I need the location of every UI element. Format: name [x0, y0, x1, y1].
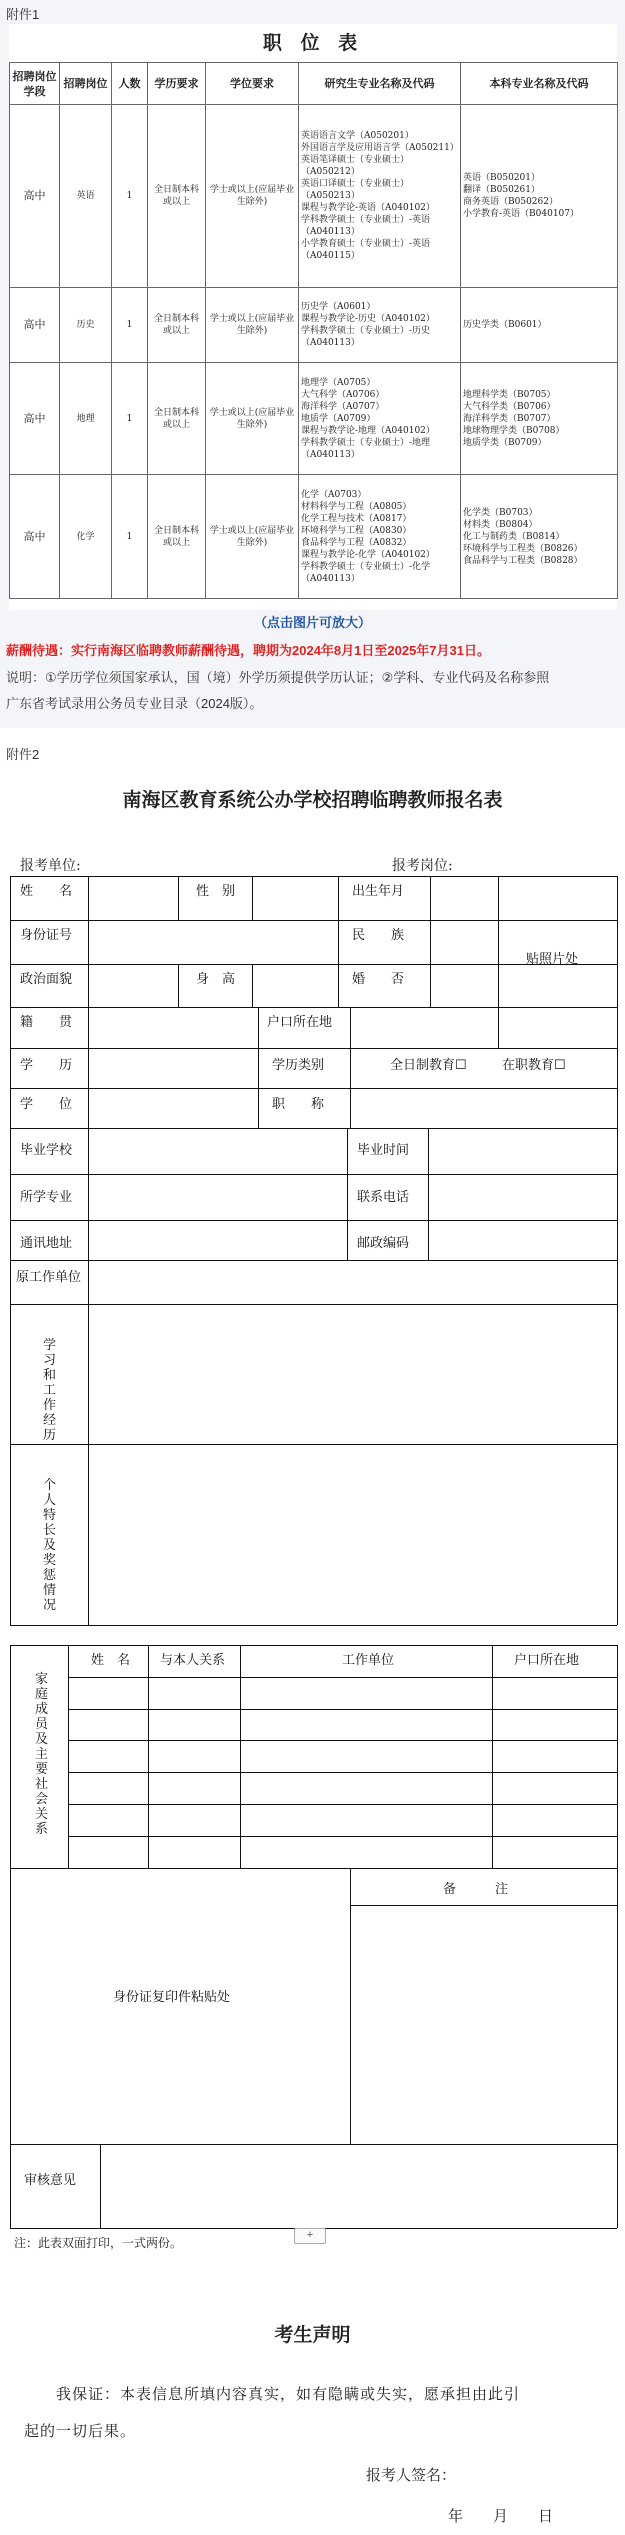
label-address: 通讯地址: [20, 1236, 73, 1251]
header-degree: 学位要求: [206, 63, 299, 105]
major-item: 学科教学硕士（专业硕士）-地理（A040113）: [301, 437, 431, 460]
cell-edu: 全日制本科或以上: [148, 288, 206, 363]
job-row: [10, 363, 618, 475]
label-title: 职 称: [272, 1097, 325, 1112]
note-line-2: 广东省考试录用公务员专业目录（2024版）。: [6, 696, 263, 711]
form-hline: [10, 1645, 617, 1646]
cell-post: 历史: [60, 288, 112, 363]
cell-under-majors: [461, 475, 618, 599]
form-vline: [88, 876, 89, 1625]
form-hline: [10, 876, 617, 877]
job-table-image[interactable]: [9, 24, 617, 610]
major-item: 食品科学与工程（A0832）: [301, 537, 412, 548]
form-hline: [68, 1772, 617, 1773]
form-vline: [148, 1645, 149, 1868]
form-hline: [10, 1174, 617, 1175]
family-header-hukou: 户口所在地: [514, 1653, 580, 1668]
label-phone: 联系电话: [357, 1190, 410, 1205]
declaration-date: 年 月 日: [448, 2507, 554, 2525]
major-item: 课程与教学论-历史（A040102）: [301, 314, 435, 324]
form-vline: [617, 876, 618, 1625]
label-politics: 政治面貌: [20, 972, 73, 987]
form-vline: [10, 876, 11, 1625]
major-item: 大气科学类（B0706）: [463, 401, 556, 412]
cell-grad-majors: [299, 105, 461, 288]
cell-stage: 高中: [10, 105, 60, 288]
major-item: 翻译（B050261）: [463, 185, 540, 195]
form-vline: [350, 1007, 351, 1048]
label-native: 籍 贯: [20, 1015, 73, 1030]
form-vline: [252, 964, 253, 1007]
major-item: 历史学（A0601）: [301, 302, 376, 312]
form-vline: [252, 876, 253, 920]
form-hline: [10, 1220, 617, 1221]
label-resume: 学习和工作经历: [42, 1338, 56, 1443]
major-item: 大气科学（A0706）: [301, 389, 385, 400]
major-item: 环境科学与工程（A0830）: [301, 525, 412, 536]
cell-under-majors: [461, 288, 618, 363]
major-item: 化学类（B0703）: [463, 507, 538, 518]
form-vline: [100, 2144, 101, 2228]
header-stage: 招聘岗位学段: [10, 63, 60, 105]
form-vline: [428, 1128, 429, 1260]
cell-stage: 高中: [10, 475, 60, 599]
form-vline: [240, 1645, 241, 1868]
label-school: 毕业学校: [20, 1143, 73, 1158]
major-item: 材料类（B0804）: [463, 519, 538, 530]
cell-edu: 全日制本科或以上: [148, 105, 206, 288]
job-row: [10, 288, 618, 363]
cell-degree: 学士或以上(应届毕业生除外): [206, 475, 299, 599]
header-post: 招聘岗位: [60, 63, 112, 105]
family-header-unit: 工作单位: [342, 1653, 395, 1668]
cell-count: 1: [112, 105, 148, 288]
major-item: 历史学类（B0601）: [463, 320, 547, 330]
job-table-title: 职 位 表: [262, 32, 364, 54]
note-line-1: 说明：①学历学位须国家承认，国（境）外学历须提供学历认证；②学科、专业代码及名称参照: [6, 670, 550, 685]
label-grad-time: 毕业时间: [357, 1143, 410, 1158]
cell-post: 地理: [60, 363, 112, 475]
label-education: 学 历: [20, 1058, 73, 1073]
major-item: 地球物理学类（B0708）: [463, 425, 565, 436]
form-hline: [10, 1868, 617, 1869]
expand-button[interactable]: +: [294, 2228, 326, 2244]
form-hline: [68, 1836, 617, 1837]
major-item: 地理学（A0705）: [301, 377, 376, 388]
form-hline: [10, 1048, 617, 1049]
form-vline: [492, 1645, 493, 1868]
form-vline: [350, 1088, 351, 1128]
form-vline: [338, 876, 339, 1007]
major-item: 英语语言文学（A050201）: [301, 131, 414, 141]
header-count: 人数: [112, 63, 148, 105]
form-vline: [617, 1868, 618, 2228]
header-edu: 学历要求: [148, 63, 206, 105]
form-hline: [10, 1260, 617, 1261]
label-height: 身 高: [196, 972, 236, 987]
photo-placeholder: 贴照片处: [526, 952, 579, 967]
post-label: 报考岗位:: [392, 858, 453, 874]
major-item: 食品科学与工程类（B0828）: [463, 555, 583, 566]
major-item: 地质学类（B0709）: [463, 437, 547, 448]
major-item: 学科教学硕士（专业硕士）-英语（A040113）: [301, 215, 431, 237]
cell-edu: 全日制本科或以上: [148, 475, 206, 599]
family-side-label: 家庭成员及主要社会关系: [34, 1672, 48, 1837]
label-gender: 性 别: [196, 884, 236, 899]
label-former-unit: 原工作单位: [16, 1270, 82, 1285]
label-edu-type: 学历类别: [272, 1058, 325, 1073]
label-degree: 学 位: [20, 1097, 73, 1112]
form-hline: [68, 1804, 617, 1805]
label-marriage: 婚 否: [352, 972, 405, 987]
form-hline: [10, 920, 617, 921]
major-item: 英语口译硕士（专业硕士）（A050213）: [301, 179, 410, 201]
form-vline: [178, 964, 179, 1007]
form-hline: [10, 1304, 617, 1305]
id-copy-placeholder: 身份证复印件粘贴处: [113, 1990, 231, 2005]
job-table: [9, 62, 618, 599]
attachment2-tag: 附件2: [6, 747, 40, 762]
major-item: 环境科学与工程类（B0826）: [463, 543, 583, 554]
unit-label: 报考单位:: [20, 858, 81, 874]
form-vline: [10, 1868, 11, 2228]
form-hline: [10, 1444, 617, 1445]
remarks-label: 备 注: [443, 1882, 509, 1897]
major-item: 地质学（A0709）: [301, 413, 376, 424]
major-item: 化学工程与技术（A0817）: [301, 513, 412, 524]
label-major: 所学专业: [20, 1190, 73, 1205]
declaration-sign: 报考人签名：: [366, 2466, 457, 2484]
cell-stage: 高中: [10, 288, 60, 363]
major-item: 海洋科学（A0707）: [301, 401, 385, 412]
header-undergrad-major: 本科专业名称及代码: [461, 63, 618, 105]
cell-count: 1: [112, 475, 148, 599]
salary-line: 薪酬待遇：实行南海区临聘教师薪酬待遇，聘期为2024年8月1日至2025年7月31日。: [6, 643, 490, 658]
form-hline: [10, 1088, 617, 1089]
family-header-name: 姓 名: [91, 1653, 131, 1668]
form-vline: [258, 1007, 259, 1048]
declaration-body-2: 起的一切后果。: [24, 2422, 137, 2440]
cell-count: 1: [112, 363, 148, 475]
form-hline: [10, 1128, 617, 1129]
form-hline: [68, 1709, 617, 1710]
header-grad-major: 研究生专业名称及代码: [299, 63, 461, 105]
form-hline: [10, 2144, 617, 2145]
form-vline: [498, 876, 499, 1048]
cell-count: 1: [112, 288, 148, 363]
review-label: 审核意见: [24, 2173, 77, 2188]
form-vline: [178, 876, 179, 920]
form-hline: [10, 1625, 617, 1626]
form-footnote: 注：此表双面打印，一式两份。: [14, 2236, 183, 2250]
form-vline: [430, 876, 431, 1007]
cell-grad-majors: [299, 288, 461, 363]
major-item: 化学（A0703）: [301, 489, 367, 500]
form-vline: [347, 1128, 348, 1260]
parttime-checkbox[interactable]: 在职教育☐: [502, 1058, 566, 1073]
major-item: 小学教育硕士（专业硕士）-英语（A040115）: [301, 239, 431, 261]
label-name: 姓 名: [20, 884, 73, 899]
major-item: 外国语言学及应用语言学（A050211）: [301, 143, 459, 153]
form-hline: [10, 1007, 617, 1008]
major-item: 学科教学硕士（专业硕士）-化学（A040113）: [301, 561, 431, 584]
major-item: 课程与教学论-英语（A040102）: [301, 203, 435, 213]
job-row: [10, 475, 618, 599]
cell-post: 化学: [60, 475, 112, 599]
label-ethnic: 民 族: [352, 928, 405, 943]
job-row: [10, 105, 618, 288]
declaration-title: 考生声明: [274, 2324, 351, 2346]
major-item: 商务英语（B050262）: [463, 197, 558, 207]
major-item: 小学教育-英语（B040107）: [463, 209, 580, 219]
fulltime-checkbox[interactable]: 全日制教育☐: [390, 1058, 467, 1073]
form-hline: [68, 1677, 617, 1678]
label-postcode: 邮政编码: [357, 1236, 410, 1251]
declaration-body-1: 我保证：本表信息所填内容真实，如有隐瞒或失实，愿承担由此引: [56, 2385, 521, 2403]
major-item: 材料科学与工程（A0805）: [301, 501, 412, 512]
form-title: 南海区教育系统公办学校招聘临聘教师报名表: [122, 789, 503, 811]
cell-degree: 学士或以上(应届毕业生除外): [206, 363, 299, 475]
cell-under-majors: [461, 363, 618, 475]
label-hukou: 户口所在地: [267, 1015, 333, 1030]
cell-edu: 全日制本科或以上: [148, 363, 206, 475]
major-item: 学科教学硕士（专业硕士）-历史（A040113）: [301, 326, 431, 348]
attachment1-tag: 附件1: [6, 7, 40, 22]
form-vline: [617, 1645, 618, 1868]
major-item: 课程与教学论-地理（A040102）: [301, 425, 435, 436]
label-id: 身份证号: [20, 928, 73, 943]
cell-degree: 学士或以上(应届毕业生除外): [206, 105, 299, 288]
cell-stage: 高中: [10, 363, 60, 475]
cell-grad-majors: [299, 363, 461, 475]
label-birth: 出生年月: [352, 884, 405, 899]
form-hline: [68, 1740, 617, 1741]
form-hline: [350, 1905, 617, 1906]
label-specialty: 个人特长及奖惩情况: [42, 1478, 56, 1613]
cell-post: 英语: [60, 105, 112, 288]
major-item: 英语（B050201）: [463, 173, 540, 183]
cell-under-majors: [461, 105, 618, 288]
family-header-relation: 与本人关系: [160, 1653, 226, 1668]
cell-grad-majors: [299, 475, 461, 599]
major-item: 课程与教学论-化学（A040102）: [301, 549, 435, 560]
major-item: 海洋科学类（B0707）: [463, 413, 556, 424]
major-item: 化工与制药类（B0814）: [463, 531, 565, 542]
form-vline: [68, 1645, 69, 1868]
major-item: 地理科学类（B0705）: [463, 389, 556, 400]
cell-degree: 学士或以上(应届毕业生除外): [206, 288, 299, 363]
form-vline: [258, 1048, 259, 1128]
form-vline: [10, 1645, 11, 1868]
major-item: 英语笔译硕士（专业硕士）（A050212）: [301, 155, 410, 177]
enlarge-hint[interactable]: （点击图片可放大）: [253, 615, 371, 630]
form-vline: [350, 1048, 351, 1088]
form-vline: [350, 1868, 351, 2144]
